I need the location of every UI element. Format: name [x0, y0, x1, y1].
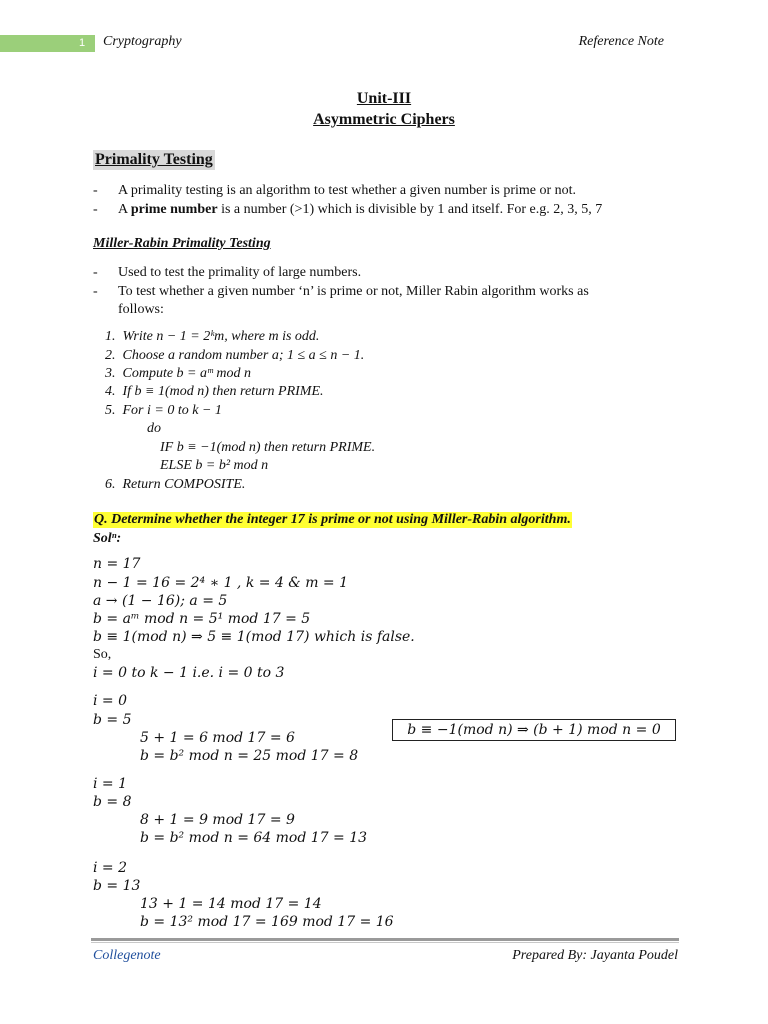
- iteration-b: b = 8: [93, 794, 132, 810]
- iteration-index: i = 2: [93, 860, 128, 876]
- bullet-item: - A primality testing is an algorithm to test whether a given number is prime or not.: [93, 183, 577, 198]
- solution-label: Solⁿ:: [93, 531, 122, 546]
- iteration-index: i = 1: [93, 776, 128, 792]
- bold-term: prime number: [130, 202, 218, 217]
- algorithm-step: 1. Write n − 1 = 2ᵏm, where m is odd.: [105, 329, 320, 344]
- question-highlight: Q. Determine whether the integer 17 is prime or not using Miller-Rabin algorithm.: [94, 512, 571, 527]
- iteration-step: 8 + 1 = 9 mod 17 = 9: [140, 812, 295, 828]
- footer-rule: [91, 938, 679, 941]
- algorithm-step: 5. For i = 0 to k − 1: [105, 403, 222, 418]
- section-heading: Primality Testing: [95, 151, 213, 168]
- solution-line: b ≡ 1(mod n) ⇒ 5 ≡ 1(mod 17) which is false.: [93, 629, 415, 645]
- header-subject: Cryptography: [103, 34, 182, 49]
- footer-rule-thin: [91, 942, 679, 943]
- iteration-step: 5 + 1 = 6 mod 17 = 6: [140, 730, 295, 746]
- bullet-item: - A prime number is a number (>1) which is divisible by 1 and itself. For e.g. 2, 3, 5, 7: [93, 202, 603, 217]
- subsection-heading: Miller-Rabin Primality Testing: [93, 236, 271, 251]
- algorithm-step: 3. Compute b = aᵐ mod n: [105, 366, 251, 381]
- solution-line: n − 1 = 16 = 2⁴ ∗ 1 , k = 4 & m = 1: [93, 575, 349, 591]
- algorithm-step: ELSE b = b² mod n: [160, 458, 269, 473]
- header-label: Reference Note: [578, 34, 664, 49]
- page-number: 1: [78, 37, 86, 49]
- unit-title: Unit-III: [356, 90, 412, 107]
- algorithm-step: 4. If b ≡ 1(mod n) then return PRIME.: [105, 384, 324, 399]
- iteration-step: b = 13² mod 17 = 169 mod 17 = 16: [140, 914, 394, 930]
- bullet-item: - Used to test the primality of large numbers.: [93, 265, 362, 280]
- iteration-b: b = 5: [93, 712, 132, 728]
- solution-line: i = 0 to k − 1 i.e. i = 0 to 3: [93, 665, 285, 681]
- solution-line: n = 17: [93, 556, 141, 572]
- solution-line: a → (1 − 16); a = 5: [93, 593, 228, 609]
- bullet-continuation: follows:: [118, 302, 164, 317]
- algorithm-step: 6. Return COMPOSITE.: [105, 477, 246, 492]
- chapter-title: Asymmetric Ciphers: [313, 111, 455, 128]
- algorithm-step: do: [147, 421, 161, 436]
- boxed-note: b ≡ −1(mod n) ⇒ (b + 1) mod n = 0: [392, 719, 676, 741]
- iteration-b: b = 13: [93, 878, 141, 894]
- bullet-item: - To test whether a given number ‘n’ is prime or not, Miller Rabin algorithm works as: [93, 284, 589, 299]
- algorithm-step: 2. Choose a random number a; 1 ≤ a ≤ n − 1.: [105, 348, 365, 363]
- solution-line: So,: [93, 647, 112, 662]
- iteration-index: i = 0: [93, 693, 128, 709]
- footer-author: Prepared By: Jayanta Poudel: [512, 948, 678, 963]
- iteration-step: b = b² mod n = 64 mod 17 = 13: [140, 830, 368, 846]
- iteration-step: 13 + 1 = 14 mod 17 = 14: [140, 896, 322, 912]
- solution-line: b = aᵐ mod n = 5¹ mod 17 = 5: [93, 611, 311, 627]
- iteration-step: b = b² mod n = 25 mod 17 = 8: [140, 748, 359, 764]
- algorithm-step: IF b ≡ −1(mod n) then return PRIME.: [160, 440, 376, 455]
- footer-brand: Collegenote: [93, 948, 161, 963]
